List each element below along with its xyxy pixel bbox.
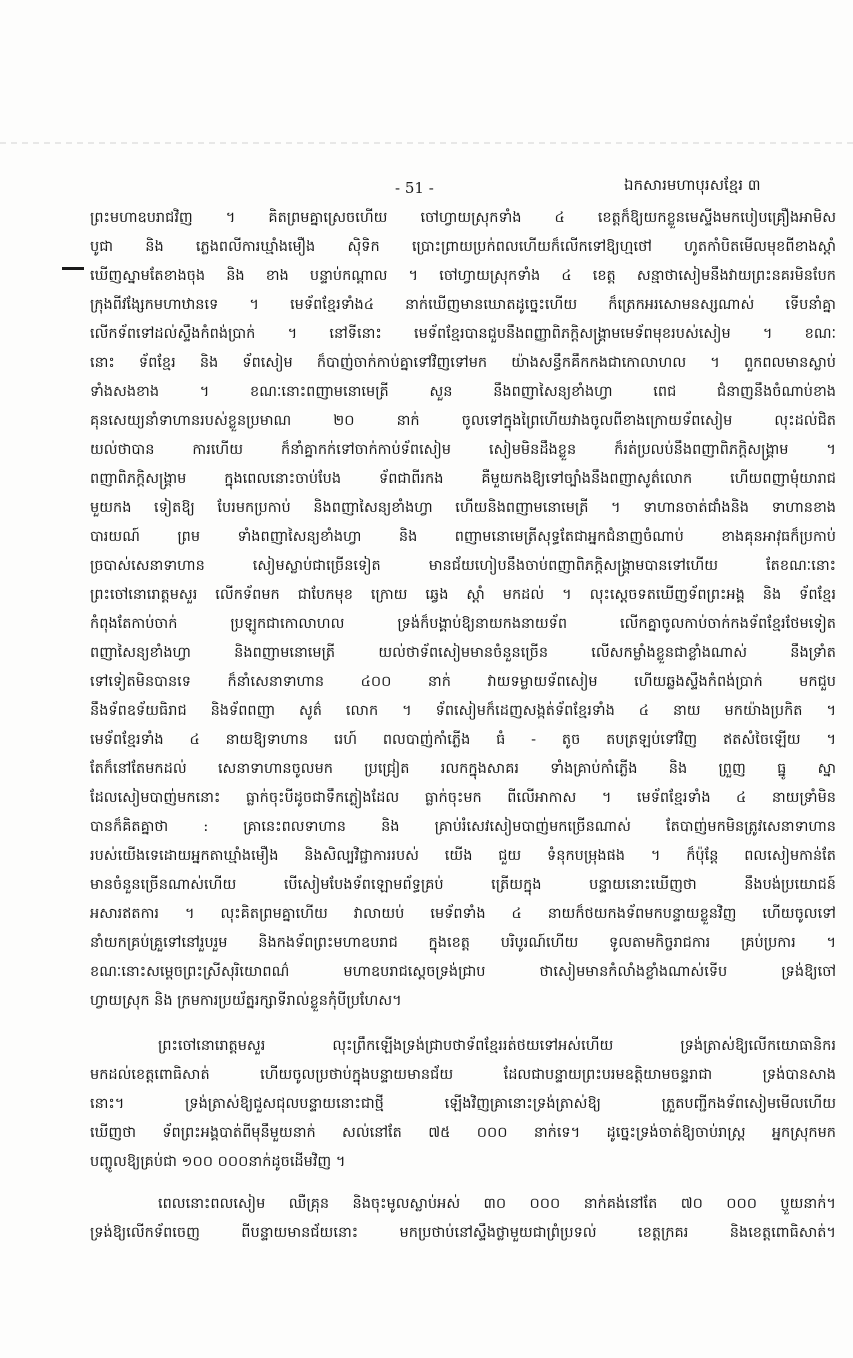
body-line: លើកទ័ពទៅដល់ស្ទឹងកំពង់ប្រាក់ ។ នៅទីនោះ មេទ័ពខ្មែរបានជួបនឹងពញ្ញាពិភក្តិសង្គ្រាមមេទ័ពមុខរបស់សៀម ។ ខណៈ — [90, 326, 836, 342]
body-line: កំពុងតែកាប់ចាក់ ប្រឡូកជាកោលាហល ទ្រង់ក៏បង្គាប់ឱ្យនាយកងនាយទ័ព លើកគ្នាចូលកាប់ចាក់កងទ័ពខ្មែរថែមទៀត — [90, 616, 836, 632]
body-line: នឹងទ័ពឧទ័យធិរាជ និងទ័ពពញា សូត៌ លោក ។ ទ័ពសៀមក៏ដេញសង្កត់ទ័ពខ្មែរទាំង ៤ នាយ មកយ៉ាងប្រកិត ។ — [90, 703, 836, 719]
body-line: យល់ថាបាន ការហើយ ក៏នាំគ្នាកក់ទៅចាក់កាប់ទ័ពសៀម សៀមមិនដឹងខ្លួន ក៏រត់ប្រលប់នឹងពញាពិភក្តិសង្គ្រាម ។ — [90, 442, 836, 458]
body-line: ទៅទៀតមិនបានទេ ក៏នាំសេនាទាហាន ៤០០ នាក់ វាយទម្លាយទ័ពសៀម ហើយឆ្លងស្ទឹងកំពង់ប្រាក់ មកជួប — [90, 674, 836, 690]
body-line: គុនសេយ្យនាំទាហានរបស់ខ្លួនប្រមាណ ២០ នាក់ ចូលទៅក្នុងព្រៃហើយវាងចូលពីខាងក្រោយទ័ពសៀម លុះដល់ជិត — [90, 413, 836, 429]
body-line: ព្រះមហាឧបរាជវិញ ។ គិតព្រមគ្នាស្រេចហើយ ចៅហ្វាយស្រុកទាំង ៤ ខេត្តក៏ឱ្យយកខ្លួនមេស្ទីងមកបៀបគ្រឿងអាមិស — [90, 210, 836, 226]
body-line: ទាំងសងខាង ។ ខណៈនោះពញាមនោមេត្រី សួន នឹងពញាសៃន្យខាំងហ្វា ពេជ ជំនាញនឹងចំណាប់ខាង — [90, 384, 836, 400]
body-line: ក្រុងពីវង្សែកមហាឋានទេ ។ មេទ័ពខ្មែរទាំង៤ នាក់ឃើញមានឃោតដូច្នេះហើយ ក៏ត្រេកអរសោមនស្សណាស់ ទើបនាំគ្នា — [90, 297, 836, 313]
body-line: ព្រះចៅនោរោត្តមសួរ លុះព្រឹកឡើងទ្រង់ជ្រាបថាទ័ពខ្មែររត់ថយទៅអស់ហើយ ទ្រង់ត្រាស់ឱ្យលើកយោធានិករ — [158, 1038, 836, 1054]
body-line: ពញាពិភក្តិសង្គ្រាម ក្នុងពេលនោះចាប់បែង ទ័ពជាពីរកង គឺមួយកងឱ្យទៅច្បាំងនឹងពញាសូត៌លោក ហើយពញាមុំយារាជ — [90, 471, 836, 487]
running-head: ឯកសារមហាបុរសខ្មែរ ៣ — [624, 176, 761, 194]
body-line: ឃើញស្នាមតែខាងចុង និង ខាង បន្ទាប់កណ្ដាល ។ ចៅហ្វាយស្រុកទាំង ៤ ខេត្ត សន្មាថាសៀមនឹងវាយព្រះនគរមិនបែក — [90, 268, 836, 284]
body-line: ពេលនោះពលសៀម ឈឺគ្រុន និងចុះមូលស្លាប់អស់ ៣០ ០០០ នាក់គង់នៅតែ ៧០ ០០០ ប្ញួយនាក់។ — [158, 1196, 836, 1212]
body-line: មានចំនួនច្រើនណាស់ហើយ បើសៀមបែងទ័ពឡោមព័ទ្ធគ្រប់ ត្រើយក្នុង បន្ទាយនោះឃើញថា នឹងបង់ប្រយោជន៍ — [90, 877, 836, 893]
body-line: បារយណ៍ ព្រម ទាំងពញាសៃន្យខាំងហ្វា និង ពញាមនោមេត្រីសុទ្ធតែជាអ្នកជំនាញចំណាប់ ខាងគុនអាវុធក៏ប្រកាប់ — [90, 529, 836, 545]
body-line: មកដល់ខេត្តពោធិសាត់ ហើយចូលប្រថាប់ក្នុងបន្ទាយមានជ័យ ដែលជាបន្ទាយព្រះបរមឧត្តិយាមចន្ទរាជា ទ្រង់បានសាង — [90, 1067, 836, 1083]
body-line: តែក៏នៅតែមកដល់ សេនាទាហានចូលមក ប្រជ្រៀត រលកក្នុងសាគរ ទាំងគ្រាប់កាំភ្លើង និង ព្រួញ ធ្នូ ស្នា — [90, 761, 836, 777]
body-line: នោះ។ ទ្រង់ត្រាស់ឱ្យជួសជុលបន្ទាយនោះជាថ្មី ឡើងវិញគ្រានោះទ្រង់ត្រាស់ឱ្យ ត្រួតបញ្ជីកងទ័ពសៀមមើលហើយ — [90, 1096, 836, 1112]
body-line: អសារឥតការ ។ លុះគិតព្រមគ្នាហើយ វាលាយប់ មេទ័ពទាំង ៤ នាយក៏ថយកងទ័ពមកបន្ទាយខ្លួនវិញ ហើយចូលទៅ — [90, 906, 836, 922]
body-line: បូជា និង ភ្លេងពលីការឃ្មាំងមឿង ស៊ិទិក ប្រោះព្រាយប្រក់ពលហើយក៏លើកទៅឱ្យហ្មថៅ ហូតកាំបិតមើលមុខពីខាងស្ដាំ — [90, 239, 836, 255]
body-line: ឃើញថា ទ័ពព្រះអង្គបាត់ពីមុនឹមួយនាក់ សល់នៅតែ ៧៥ ០០០ នាក់ទេ។ ដូច្នេះទ្រង់ចាត់ឱ្យចាប់រាស្ត្រ អ្នកស្រុកមក — [90, 1125, 836, 1141]
body-line: ខណៈនោះសម្ដេចព្រះស្រីសុរិយោពណ៌ មហាឧបរាជស្ដេចទ្រង់ជ្រាប ថាសៀមមានកំលាំងខ្លាំងណាស់ទើប ទ្រង់ឱ្យចៅ — [90, 964, 836, 980]
body-line: នាំយកគ្រប់គ្រួទៅនៅរួបរួម និងកងទ័ពព្រះមហាឧបរាជ ក្នុងខេត្ត បរិបូរណ៍ហើយ ទូលតាមកិច្ចរាជការ គ្រប់ប្រការ ។ — [90, 935, 836, 951]
page-number: - 51 - — [395, 179, 434, 197]
body-line: ដែលសៀមបាញ់មកនោះ ធ្លាក់ចុះបីដូចជាទឹកភ្លៀងដែល ធ្លាក់ចុះមក ពីលើអាកាស ។ មេទ័ពខ្មែរទាំង ៤ នាយទ្រាំមិន — [90, 790, 836, 806]
body-line: បានក៏គិតគ្នាថា : គ្រានេះពលទាហាន និង គ្រាប់រំសេវសៀមបាញ់មកច្រើនណាស់ តែបាញ់មកមិនត្រូវសេនាទាហាន — [90, 819, 836, 835]
body-line: នោះ ទ័ពខ្មែរ និង ទ័ពសៀម ក៏បាញ់ចាក់កាប់គ្នាទៅវិញទៅមក យ៉ាងសន្ធឹកគឹកកងជាកោលាហល ។ ពួកពលមានស្លាប់ — [90, 355, 836, 371]
body-line: ពញាសៃន្យខាំងហ្វា និងពញាមនោមេត្រី យល់ថាទ័ពសៀមមានចំនួនច្រើន លើសកម្លាំងខ្លួនជាខ្លាំងណាស់ នឹងទ្រាំត — [90, 645, 836, 661]
body-line: ព្រះចៅនោរោត្តមសួរ លើកទ័ពមក ជាបែកមុខ ក្រោយ ឆ្វេង ស្ដាំ មកដល់ ។ លុះស្ដេចទតឃើញទ័ពព្រះអង្គ និង ទ័ពខ្មែរ — [90, 587, 836, 603]
body-line: មេទ័ពខ្មែរទាំង ៤ នាយឱ្យទាហាន រេហ៍ ពលបាញ់កាំភ្លើង ធំ - តូច តបត្រឡប់ទៅវិញ ឥតសំចៃឡើយ ។ — [90, 732, 836, 748]
margin-dash-mark — [62, 267, 84, 270]
body-line: ទ្រង់ឱ្យលើកទ័ពចេញ ពីបន្ទាយមានជ័យនោះ មកប្រថាប់នៅស្ទឹងថ្លាមួយជាព្រំប្រទល់ ខេត្តក្រគរ និងខេត្តពោធិសាត់។ — [90, 1225, 836, 1241]
body-line: ច្របាស់សេនាទាហាន សៀមស្លាប់ជាច្រើនទៀត មានជ័យហៀបនឹងចាប់ពញាពិភក្តិសង្គ្រាមបានទៅហើយ តែខណៈនោះ — [90, 558, 836, 574]
body-line: របស់យើងទេដោយអ្នកតាឃ្មាំងមឿង និងសិល្បវិជ្ជាការរបស់ យើង ជួយ ទំនុកបម្រុងផង ។ ក៏ប៉ុន្តែ ពលសៀមកាន់តែ — [90, 848, 836, 864]
body-line: ហ្វាយស្រុក និង ក្រមការប្រយ័ត្នរក្សាទីរាល់ខ្លួនកុំបីប្រហែស។ — [90, 993, 402, 1009]
body-line: មួយកង ទៀតឱ្យ បែរមកប្រកាប់ និងពញាសៃន្យខាំងហ្វា ហើយនិងពញាមនោមេត្រី ។ ទាហានចាត់ជាំងនិង ទាហានខាង — [90, 500, 836, 516]
scan-artifact-line — [0, 142, 853, 144]
body-line: បញ្ចូលឱ្យគ្រប់ជា ១០០ ០០០នាក់ដូចដើមវិញ ។ — [90, 1154, 346, 1170]
